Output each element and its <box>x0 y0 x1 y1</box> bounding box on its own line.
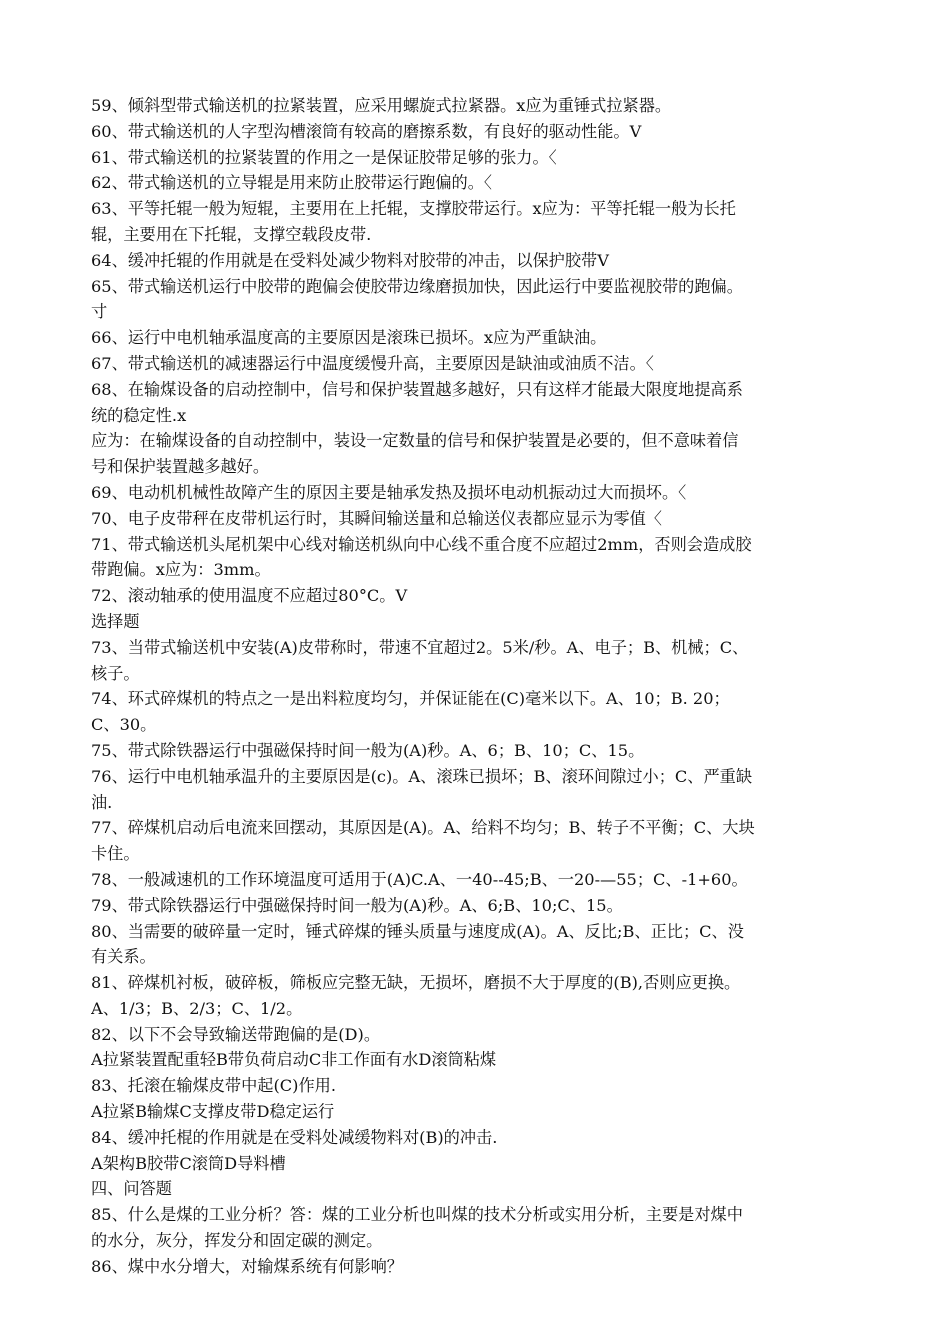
text-line: 76、运行中电机轴承温升的主要原因是(c)。A、滚珠已损坏；B、滚环间隙过小；C、严重缺 <box>91 766 753 786</box>
text-line: 寸 <box>91 302 108 322</box>
text-line: C、30。 <box>91 715 157 735</box>
text-line: 60、带式输送机的人字型沟槽滚筒有较高的磨擦系数，有良好的驱动性能。V <box>91 121 642 141</box>
text-line: 78、一般减速机的工作环境温度可适用于(A)C.A、一40--45;B、一20-—55；C、-1+60。 <box>91 869 748 889</box>
text-line: 79、带式除铁器运行中强磁保持时间一般为(A)秒。A、6;B、10;C、15。 <box>91 895 623 915</box>
text-line: 72、滚动轴承的使用温度不应超过80°C。V <box>91 586 408 606</box>
text-line: 的水分，灰分，挥发分和固定碳的测定。 <box>91 1231 383 1251</box>
text-line: 77、碎煤机启动后电流来回摆动，其原因是(A)。A、给料不均匀；B、转子不平衡；C、大块 <box>91 818 755 838</box>
section-heading: 选择题 <box>91 611 140 631</box>
text-line: 59、倾斜型带式输送机的拉紧装置，应采用螺旋式拉紧器。x应为重锤式拉紧器。 <box>91 96 672 115</box>
text-line: 61、带式输送机的拉紧装置的作用之一是保证胶带足够的张力。〈 <box>91 147 557 167</box>
text-line: A拉紧B输煤C支撑皮带D稳定运行 <box>91 1102 335 1122</box>
text-line: 65、带式输送机运行中胶带的跑偏会使胶带边缘磨损加快，因此运行中要监视胶带的跑偏。 <box>91 276 743 296</box>
text-line: A拉紧装置配重轻B带负荷启动C非工作面有水D滚筒粘煤 <box>91 1050 497 1070</box>
text-line: 核子。 <box>91 663 140 683</box>
text-line: 带跑偏。x应为：3mm。 <box>91 560 271 580</box>
text-line: 应为：在输煤设备的自动控制中，装设一定数量的信号和保护装置是必要的，但不意味着信 <box>91 431 739 451</box>
text-line: 油. <box>91 792 113 812</box>
text-line: 有关系。 <box>91 947 156 967</box>
text-line: 66、运行中电机轴承温度高的主要原因是滚珠已损坏。x应为严重缺油。 <box>91 328 607 348</box>
text-line: 64、缓冲托辊的作用就是在受料处减少物料对胶带的冲击，以保护胶带V <box>91 250 609 270</box>
text-line: 辊，主要用在下托辊，支撑空载段皮带. <box>91 224 372 244</box>
text-line: 75、带式除铁器运行中强磁保持时间一般为(A)秒。A、6；B、10；C、15。 <box>91 740 645 760</box>
text-line: 85、什么是煤的工业分析？答：煤的工业分析也叫煤的技术分析或实用分析，主要是对煤中 <box>91 1205 743 1225</box>
text-line: A、1/3；B、2/3；C、1/2。 <box>91 998 303 1018</box>
text-line: 74、环式碎煤机的特点之一是出料粒度均匀，并保证能在(C)毫米以下。A、10；B. 20； <box>91 689 730 709</box>
text-line: 73、当带式输送机中安装(A)皮带称时，带速不宜超过2。5米/秒。A、电子；B、机械；C、 <box>91 637 749 657</box>
text-line: 62、带式输送机的立导辊是用来防止胶带运行跑偏的。〈 <box>91 173 492 193</box>
text-line: 67、带式输送机的减速器运行中温度缓慢升高，主要原因是缺油或油质不洁。〈 <box>91 353 654 373</box>
text-line: 68、在输煤设备的启动控制中，信号和保护装置越多越好，只有这样才能最大限度地提高系 <box>91 379 743 399</box>
text-line: 84、缓冲托棍的作用就是在受料处减缓物料对(B)的冲击. <box>91 1127 498 1147</box>
text-line: 卡住。 <box>91 844 140 864</box>
text-line: 70、电子皮带秤在皮带机运行时，其瞬间输送量和总输送仪表都应显示为零值〈 <box>91 508 662 528</box>
text-line: 81、碎煤机衬板，破碎板，筛板应完整无缺，无损坏，磨损不大于厚度的(B),否则应更换。 <box>91 973 741 993</box>
text-line: 63、平等托辊一般为短辊，主要用在上托辊，支撑胶带运行。x应为：平等托辊一般为长托 <box>91 199 736 219</box>
text-line: 83、托滚在输煤皮带中起(C)作用. <box>91 1076 337 1096</box>
section-heading: 四、问答题 <box>91 1179 172 1199</box>
document-body <box>91 93 863 1280</box>
text-line: 86、煤中水分增大，对输煤系统有何影响？ <box>91 1256 403 1276</box>
text-line: 号和保护装置越多越好。 <box>91 457 270 477</box>
text-line: A架构B胶带C滚筒D导料槽 <box>91 1153 286 1173</box>
text-line: 69、电动机机械性故障产生的原因主要是轴承发热及损坏电动机振动过大而损坏。〈 <box>91 482 687 502</box>
text-line: 80、当需要的破碎量一定时，锤式碎煤的锤头质量与速度成(A)。A、反比;B、正比；C、没 <box>91 921 744 941</box>
text-line: 统的稳定性.x <box>91 405 187 425</box>
text-line: 82、以下不会导致输送带跑偏的是(D)。 <box>91 1024 381 1044</box>
text-line: 71、带式输送机头尾机架中心线对输送机纵向中心线不重合度不应超过2mm，否则会造成胶 <box>91 534 752 554</box>
